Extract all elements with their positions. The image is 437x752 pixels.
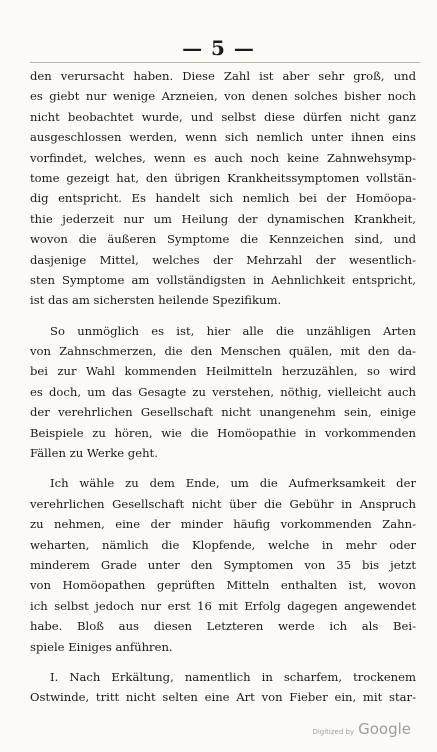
digitized-label: Digitized by	[312, 728, 355, 736]
digitized-watermark	[312, 720, 411, 738]
text-line: Ich wähle zu dem Ende, um die Aufmerksamkeit der	[50, 476, 416, 491]
google-brand: Google	[358, 720, 411, 738]
page-number: — 5 —	[182, 36, 255, 60]
text-line: Beispiele zu hören, wie die Homöopathie in vorkommenden	[30, 425, 416, 440]
text-line: I. Nach Erkältung, namentlich in scharfem, trockenem	[50, 669, 416, 684]
text-line: bei zur Wahl kommenden Heilmitteln herzuzählen, so wird	[30, 364, 416, 379]
text-line: wovon die äußeren Symptome die Kennzeichen sind, und	[30, 232, 416, 247]
text-line: den verursacht haben. Diese Zahl ist aber sehr groß, und	[30, 69, 416, 83]
text-line: ausgeschlossen werden, wenn sich nemlich unter ihnen eins	[30, 130, 416, 145]
text-line: tome gezeigt hat, den übrigen Krankheitssymptomen vollstän-	[30, 170, 416, 185]
paragraph-gap	[30, 463, 416, 473]
paragraph-gap	[30, 311, 416, 321]
text-line: Fällen zu Werke geht.	[30, 446, 158, 461]
text-line: verehrlichen Gesellschaft nicht über die Gebühr in Anspruch	[30, 496, 416, 511]
text-line: Ostwinde, tritt nicht selten eine Art von Fieber ein, mit star-	[30, 690, 416, 705]
text-line: es giebt nur wenige Arzneien, von denen solches bisher noch	[30, 89, 416, 104]
text-line: thie jederzeit nur um Heilung der dynamischen Krankheit,	[30, 211, 416, 226]
text-line: sten Symptome am vollständigsten in Aehnlichkeit entspricht,	[30, 272, 416, 287]
text-line: zu nehmen, eine der minder häufig vorkommenden Zahn-	[30, 517, 416, 532]
text-line: So unmöglich es ist, hier alle die unzähligen Arten	[50, 323, 416, 338]
text-line: weharten, nämlich die Klopfende, welche in mehr oder	[30, 537, 416, 552]
text-line: dig entspricht. Es handelt sich nemlich bei der Homöopa-	[30, 191, 416, 206]
text-line: von Zahnschmerzen, die den Menschen quälen, mit den da-	[30, 344, 416, 359]
text-line: habe. Bloß aus diesen Letzteren werde ich als Bei-	[30, 619, 416, 634]
text-line: dasjenige Mittel, welches der Mehrzahl der wesentlich-	[30, 252, 416, 267]
text-line: es doch, um das Gesagte zu verstehen, nöthig, vielleicht auch	[30, 384, 416, 399]
text-line: ist das am sichersten heilende Spezifikum.	[30, 293, 282, 308]
text-line: vorfindet, welches, wenn es auch noch keine Zahnwehsymp-	[30, 150, 416, 165]
text-line: minderem Grade unter den Symptomen von 35 bis jetzt	[30, 557, 416, 572]
header-rule	[30, 62, 420, 63]
paragraph-gap	[30, 657, 416, 667]
text-line: der verehrlichen Gesellschaft nicht unangenehm sein, einige	[30, 405, 416, 420]
text-line: nicht beobachtet wurde, und selbst diese dürfen nicht ganz	[30, 109, 416, 124]
text-line: spiele Einiges anführen.	[30, 639, 173, 654]
page-body	[30, 66, 416, 708]
text-line: von Homöopathen geprüften Mitteln enthalten ist, wovon	[30, 578, 416, 593]
text-line: ich selbst jedoch nur erst 16 mit Erfolg dagegen angewendet	[30, 598, 416, 613]
